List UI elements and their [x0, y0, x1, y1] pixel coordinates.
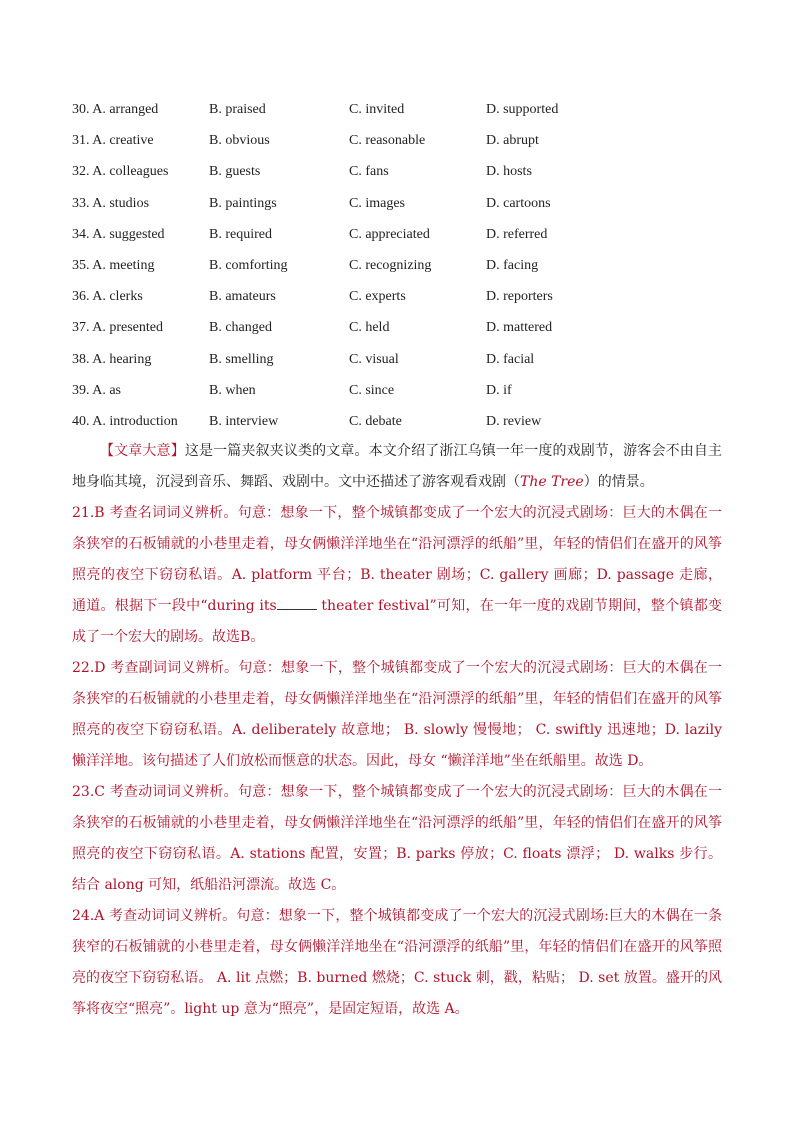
question-number: 33. [72, 195, 93, 211]
option-a-text: A. hearing [92, 351, 152, 367]
option-b: B. paintings [209, 195, 277, 211]
option-b: B. guests [209, 164, 261, 180]
option-d: D. reporters [486, 289, 553, 305]
option-b: B. when [209, 382, 256, 398]
option-d: D. facing [486, 257, 539, 273]
answer-head: 21.B [72, 505, 105, 521]
article-summary [72, 436, 722, 498]
option-a [72, 131, 154, 151]
question-number: 32. [72, 164, 93, 180]
option-a-text: A. as [92, 382, 122, 398]
option-d: D. review [486, 413, 542, 429]
option-c: C. appreciated [349, 226, 430, 242]
question-number: 35. [72, 257, 93, 273]
answer-text: 考查副词词义辨析。句意：想象一下，整个城镇都变成了一个宏大的沉浸式剧场：巨大的木偶在一条狭窄的石板铺就的小巷里走着，母女俩懒洋洋地坐在“沿河漂浮的纸船”里，年轻的情侣们在盛开的风筝照亮的夜空下窃窃私语。A. deliberately 故意地； B. slowly 慢慢地； C. swiftly 迅速地；D. lazily 懒洋洋地。该句描述了人们放松而惬意的状态。因此，母女 “懒洋洋地”坐在纸船里。故选 D。 [72, 660, 722, 769]
question-number: 31. [72, 133, 93, 149]
answer-23 [72, 777, 722, 901]
question-row-36 [72, 287, 732, 318]
option-a-text: A. colleagues [92, 164, 169, 180]
summary-text: 这是一篇夹叙夹议类的文章。本文介绍了浙江乌镇一年一度的戏剧节，游客会不由自主地身临其境，沉浸到音乐、舞蹈、戏剧中。文中还描述了游客观看戏剧（ [72, 443, 723, 490]
summary-text-end: ）的情景。 [583, 474, 654, 490]
option-c: C. visual [349, 351, 399, 367]
option-a [72, 381, 121, 401]
answer-text: 考查动词词义辨析。句意：想象一下，整个城镇都变成了一个宏大的沉浸式剧场:巨大的木偶在一条狭窄的石板铺就的小巷里走着，母女俩懒洋洋地坐在“沿河漂浮的纸船”里，年轻的情侣们在盛开的风筝照亮的夜空下窃窃私语。 A. lit 点燃；B. burned 燃烧；C. stuck 刺，戳，粘贴； D. set 放置。盛开的风筝将夜空“照亮”。light up 意为“照亮”，是固定短语，故选 A。 [72, 908, 723, 1017]
option-a-text: A. introduction [92, 413, 178, 429]
answer-21 [72, 498, 722, 653]
option-d: D. referred [486, 226, 548, 242]
question-number: 36. [72, 289, 93, 305]
question-row-35 [72, 256, 732, 287]
option-d: D. hosts [486, 164, 532, 180]
option-a-text: A. meeting [92, 257, 155, 273]
explanation-section [72, 436, 722, 1025]
question-row-30 [72, 100, 732, 131]
option-d: D. facial [486, 351, 535, 367]
option-a-text: A. suggested [92, 226, 165, 242]
option-c: C. since [349, 382, 395, 398]
answer-head: 23.C [72, 784, 105, 800]
option-d: D. cartoons [486, 195, 551, 211]
option-d: D. mattered [486, 320, 553, 336]
answer-text: 考查名词词义辨析。句意：想象一下，整个城镇都变成了一个宏大的沉浸式剧场：巨大的木偶在一条狭窄的石板铺就的小巷里走着，母女俩懒洋洋地坐在“沿河漂浮的纸船”里，年轻的情侣们在盛开的风筝照亮的夜空下窃窃私语。A. platform 平台；B. theater 剧场；C. gallery 画廊；D. passage 走廊，通道。根据下一段中“during its [72, 505, 723, 614]
answer-head: 22.D [72, 660, 106, 676]
option-a-text: A. presented [92, 320, 163, 336]
option-a-text: A. arranged [92, 102, 159, 117]
option-b: B. praised [209, 102, 266, 117]
question-row-37 [72, 318, 732, 349]
option-b: B. required [209, 226, 272, 242]
answer-text: 考查动词词义辨析。句意：想象一下，整个城镇都变成了一个宏大的沉浸式剧场：巨大的木偶在一条狭窄的石板铺就的小巷里走着，母女俩懒洋洋地坐在“沿河漂浮的纸船”里，年轻的情侣们在盛开的风筝照亮的夜空下窃窃私语。A. stations 配置，安置；B. parks 停放；C. floats 漂浮； D. walks 步行。结合 along 可知，纸船沿河漂流。故选 C。 [72, 784, 723, 893]
option-a-text: A. clerks [92, 289, 143, 305]
option-c: C. recognizing [349, 257, 432, 273]
option-b: B. amateurs [209, 289, 276, 305]
question-row-33 [72, 194, 732, 225]
option-a [72, 350, 151, 370]
summary-label: 【文章大意】 [100, 443, 185, 459]
option-d: D. if [486, 382, 512, 398]
option-b: B. changed [209, 320, 272, 336]
question-row-32 [72, 162, 732, 193]
option-c: C. reasonable [349, 133, 426, 149]
option-c: C. invited [349, 102, 405, 117]
option-a [72, 100, 158, 120]
question-number: 30. [72, 102, 93, 117]
option-c: C. fans [349, 164, 389, 180]
question-number: 38. [72, 351, 93, 367]
option-b: B. smelling [209, 351, 274, 367]
option-a [72, 412, 178, 432]
option-a [72, 318, 163, 338]
option-d: D. supported [486, 102, 559, 117]
question-row-34 [72, 225, 732, 256]
option-c: C. held [349, 320, 390, 336]
option-b: B. obvious [209, 133, 270, 149]
option-a [72, 256, 154, 276]
options-list [72, 100, 732, 443]
option-b: B. interview [209, 413, 279, 429]
option-c: C. debate [349, 413, 402, 429]
question-row-38 [72, 350, 732, 381]
option-a [72, 162, 168, 182]
answer-text-cont: theater festival”可知，在一年一度的戏剧节期间，整个镇都变成了一个宏大的剧场。故选B。 [72, 598, 722, 645]
option-c: C. images [349, 195, 405, 211]
option-a-text: A. studios [92, 195, 150, 211]
option-a [72, 194, 149, 214]
blank-line [277, 594, 317, 610]
option-a [72, 287, 143, 307]
option-b: B. comforting [209, 257, 288, 273]
question-row-31 [72, 131, 732, 162]
question-number: 40. [72, 413, 93, 429]
play-title: The Tree [520, 474, 584, 490]
option-a-text: A. creative [92, 133, 154, 149]
question-number: 37. [72, 320, 93, 336]
option-d: D. abrupt [486, 133, 539, 149]
question-number: 39. [72, 382, 93, 398]
answer-head: 24.A [72, 908, 105, 924]
option-c: C. experts [349, 289, 406, 305]
answer-22 [72, 653, 722, 777]
option-a [72, 225, 165, 245]
question-row-39 [72, 381, 732, 412]
question-number: 34. [72, 226, 93, 242]
answer-24 [72, 901, 722, 1025]
